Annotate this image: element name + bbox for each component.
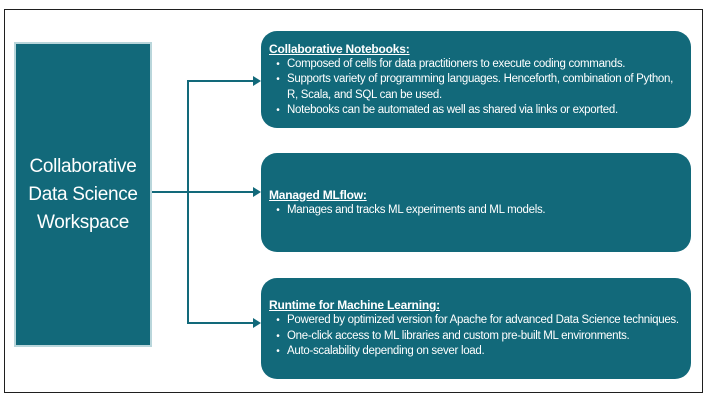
bullet-text: Manages and tracks ML experiments and ML models.	[287, 203, 546, 216]
bullet-icon: •	[276, 74, 280, 85]
bullet-list	[269, 203, 681, 219]
root-label-line-3: Workspace	[36, 211, 129, 233]
node-collaborative-notebooks	[261, 31, 691, 128]
node-managed-mlflow	[261, 153, 691, 252]
node-title: Runtime for Machine Learning:	[269, 298, 440, 313]
arrowhead-middle-icon	[253, 187, 261, 197]
bullet-text: One-click access to ML libraries and custom pre-built ML environments.	[287, 329, 630, 342]
bullet-icon: •	[276, 315, 280, 327]
node-runtime-for-machine-learning	[261, 278, 691, 379]
bullet-icon: •	[276, 58, 280, 70]
bullet-item	[269, 313, 681, 329]
root-node-collaborative-data-science-workspace	[14, 42, 152, 347]
bullet-item	[269, 103, 681, 119]
bullet-list	[269, 313, 681, 360]
bullet-text: Auto-scalability depending on sever load.	[287, 345, 485, 358]
node-title: Managed MLflow:	[269, 187, 367, 202]
bullet-text: Composed of cells for data practitioners to execute coding commands.	[287, 57, 626, 70]
bullet-icon: •	[276, 330, 280, 342]
bullet-text: Powered by optimized version for Apache for advanced Data Science techniques.	[287, 314, 679, 327]
connector-branch-bottom	[187, 322, 253, 324]
bullet-item	[269, 57, 681, 73]
connector-main-horizontal	[152, 191, 254, 193]
arrowhead-bottom-icon	[253, 318, 261, 328]
bullet-item	[269, 344, 681, 360]
connector-branch-top	[187, 80, 253, 82]
arrowhead-top-icon	[253, 76, 261, 86]
root-label-line-1: Collaborative	[29, 155, 137, 177]
connector-vertical-trunk	[187, 80, 189, 323]
bullet-item	[269, 72, 681, 103]
bullet-list	[269, 57, 681, 119]
bullet-icon: •	[276, 346, 280, 358]
bullet-text: Supports variety of programming languages. Henceforth, combination of Python, R, Scala, and SQL can be used.	[287, 73, 674, 101]
node-title: Collaborative Notebooks:	[269, 41, 410, 56]
root-label-line-2: Data Science	[28, 183, 138, 205]
bullet-text: Notebooks can be automated as well as shared via links or exported.	[287, 104, 618, 116]
bullet-item	[269, 329, 681, 345]
root-node-label	[28, 153, 137, 237]
bullet-icon: •	[276, 204, 280, 216]
bullet-item	[269, 203, 681, 219]
bullet-icon: •	[276, 105, 280, 116]
